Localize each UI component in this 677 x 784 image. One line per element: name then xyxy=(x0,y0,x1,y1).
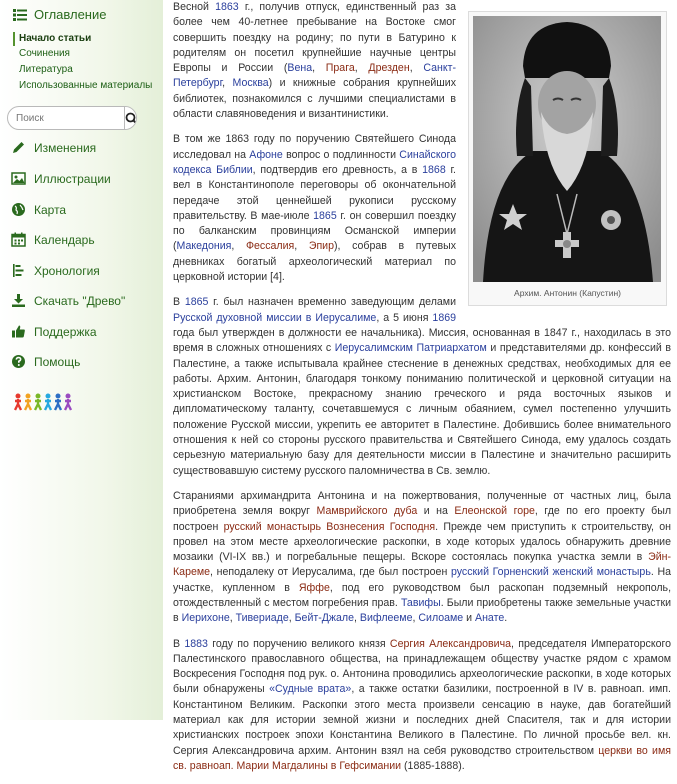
link-bethlehem[interactable]: Вифлееме xyxy=(359,612,413,625)
link-year[interactable]: 1865 xyxy=(313,209,337,222)
toc-header[interactable] xyxy=(13,7,106,22)
nav-changes[interactable] xyxy=(11,140,96,155)
link-vienna[interactable]: Вена xyxy=(287,62,313,75)
link-codex-sinaiticus[interactable]: Синайского кодекса Библии xyxy=(173,148,456,176)
nav-label: Календарь xyxy=(34,232,95,247)
toc-item-start[interactable]: Начало статьи xyxy=(19,33,92,44)
family-logo xyxy=(14,393,74,411)
link-dresden[interactable]: Дрезден xyxy=(368,62,410,75)
nav-download[interactable] xyxy=(11,293,125,308)
link-anata[interactable]: Анате xyxy=(475,612,505,625)
nav-label: Иллюстрации xyxy=(34,171,111,186)
link-ascension-monastery[interactable]: русский монастырь Вознесения Господня xyxy=(223,520,436,533)
nav-label: Карта xyxy=(34,202,67,217)
link-mount-olives[interactable]: Елеонской горе xyxy=(454,505,535,518)
link-moscow[interactable]: Москва xyxy=(232,77,269,90)
paragraph: В 1883 году по поручению великого князя Сергия Александровича, председателя Императорского Палестинского православного общества, на принадлежащем обществу участке рядом с храмом Воскресения Господня под рук. о. Антонина проводились археологические раскопки, в ходе которых были обнаружены «Судные врата», а также остатки базилики, построенной в IV в. равноап. имп. Константином Великим. Раскопки этого места произвели сенсацию в науке, дав богатейший материал как для истории земной жизни и последних дней Спасителя, так и для истории христианских построек эпохи Константина Великого в Палестине. По личной просьбе вел. кн. Сергия Александровича архим. Антонин взял на себя руководство строительством церкви во имя св. равноап. Марии Магдалины в Гефсимании (1885-1888). xyxy=(173,637,672,772)
nav-label: Хронология xyxy=(34,263,100,278)
link-judgment-gate[interactable]: «Судные врата» xyxy=(269,683,352,696)
image-icon xyxy=(11,171,26,186)
link-year[interactable]: 1865 xyxy=(184,296,209,309)
link-sergei-alexandrovich[interactable]: Сергия Александровича xyxy=(389,637,512,650)
paragraph: Весной 1863 г., получив отпуск, единственный раз за более чем 40-летнее пребывание на Востоке смог совершить поездку на родину; по пути в Батурино к родителям он посетил крупнейшие научные центры Европы и России (Вена, Прага, Дрезден, Санкт-Петербург, Москва) и книжные собрания крупнейших библиотек, познакомился с лучшими специалистами в области славяноведения и византинистики. xyxy=(173,1,457,121)
link-macedonia[interactable]: Македония xyxy=(176,240,232,253)
paragraph: Стараниями архимандрита Антонина и на пожертвования, полученные от частных лиц, была приобретена земля вокруг Мамврийского дуба и на Елеонской горе, где по его проекту был построен русский монастырь Вознесения Господня. Прежде чем приступить к строительству, он провел на этом месте археологические раскопки, в ходе которых удалось обнаружить древние мозаики (VI-IX вв.) и погребальные пещеры. Вскоре состоялась покупка участка земли в Эйн-Кареме, неподалеку от Иерусалима, где был построен русский Горненский женский монастырь. На участке, купленном в Яффе, под его руководством был раскопан подземный некрополь, отождествленный с местом погребения прав. Тавифы. Были приобретены также земельные участки в Иерихоне, Тивериаде, Бейт-Джале, Вифлееме, Силоаме и Анате. xyxy=(173,489,672,625)
link-year[interactable]: 1883 xyxy=(184,637,208,650)
link-year[interactable]: 1869 xyxy=(432,311,456,324)
list-icon xyxy=(13,9,27,21)
link-beit-jala[interactable]: Бейт-Джале xyxy=(294,612,354,625)
help-icon xyxy=(11,354,26,369)
link-prague[interactable]: Прага xyxy=(325,62,355,75)
calendar-icon xyxy=(11,232,26,247)
toc-item-works[interactable]: Сочинения xyxy=(19,48,70,59)
toc-item-literature[interactable]: Литература xyxy=(19,64,73,75)
nav-chronology[interactable] xyxy=(11,263,100,278)
nav-map[interactable] xyxy=(11,202,66,217)
portrait-photo[interactable] xyxy=(473,16,661,282)
link-patriarchate[interactable]: Иерусалимским Патриархатом xyxy=(334,342,487,355)
toc-item-sources[interactable]: Использованные материалы xyxy=(19,80,153,91)
nav-label: Поддержка xyxy=(34,324,97,339)
link-jericho[interactable]: Иерихоне xyxy=(181,612,230,625)
link-tabitha[interactable]: Тавифы xyxy=(400,596,441,609)
toc-title: Оглавление xyxy=(34,7,107,22)
nav-label: Помощь xyxy=(34,354,81,369)
paragraph: В 1865 г. был назначен временно заведующим делами Русской духовной миссии в Иерусалиме, а 5 июня 1869 года был утвержден в должности ее начальника). Миссия, основанная в 1847 г., находилась в это время в сложных отношениях с Иерусалимским Патриархатом и представителями др. конфессий в Палестине, а также испытывала крайнее стеснение в денежных средствах, необходимых для ее работы. Архим. Антонин, благодаря тонкому пониманию политической и церковной ситуации на христианском Востоке, прекрасному знанию греческого и ряда восточных языков и дипломатическому таланту, сочетавшемуся с личным обаянием, сумел постепенно улучшить положение Русской миссии, укрепить ее авторитет в Палестине. Добившись более внимательного отношения к ней со стороны русского правительства и Святейшего Синода, ему удалось создать серьезную материальную базу для деятельности миссии в Палестине и значительно расширить существовавшую систему русского паломничества в Св. землю. xyxy=(173,296,671,477)
link-mamre-oak[interactable]: Мамврийского дуба xyxy=(316,505,418,518)
nav-label: Изменения xyxy=(34,140,97,155)
link-mission-jerusalem[interactable]: Русской духовной миссии в Иерусалиме xyxy=(173,311,377,324)
link-gorny-convent[interactable]: русский Горненский женский монастырь xyxy=(450,566,651,579)
timeline-icon xyxy=(11,263,26,278)
pencil-icon xyxy=(11,140,26,155)
link-year[interactable]: 1868 xyxy=(422,163,446,176)
thumbs-up-icon xyxy=(11,324,26,339)
link-thessaly[interactable]: Фессалия xyxy=(245,240,295,253)
download-icon xyxy=(11,293,26,308)
search-icon xyxy=(125,112,137,125)
portrait-figure xyxy=(468,11,667,306)
nav-label: Скачать "Древо" xyxy=(34,293,126,308)
article-content xyxy=(173,0,671,784)
search-button[interactable] xyxy=(124,107,137,129)
link-siloam[interactable]: Силоаме xyxy=(418,612,464,625)
link-athos[interactable]: Афоне xyxy=(249,148,283,161)
nav-calendar[interactable] xyxy=(11,232,95,247)
link-jaffa[interactable]: Яффе xyxy=(298,581,330,594)
paragraph: В том же 1863 году по поручению Святейшего Синода исследовал на Афоне вопрос о подлинности Синайского кодекса Библии, подтвердив его древность, а в 1868 г. вел в Константинополе переговоры об окончательной передаче этой ценнейшей рукописи русскому правительству. В мае-июле 1865 г. он совершил поездку по балканским провинциям Османской империи (Македония, Фессалия, Эпир), собрав в путевых дневниках богатый археологический материал по церковной истории [4]. xyxy=(173,133,457,284)
nav-help[interactable] xyxy=(11,354,80,369)
portrait-caption: Архим. Антонин (Капустин) xyxy=(514,288,621,298)
link-ein-karem[interactable]: Эйн-Кареме xyxy=(173,551,671,579)
link-epirus[interactable]: Эпир xyxy=(308,240,334,253)
active-toc-marker xyxy=(13,32,15,46)
search-input[interactable] xyxy=(8,107,124,129)
nav-illustrations[interactable] xyxy=(11,171,111,186)
link-year[interactable]: 1863 xyxy=(215,1,239,13)
link-tiberias[interactable]: Тивериаде xyxy=(235,612,289,625)
link-magdalene-church[interactable]: церкви во имя св. равноап. Марии Магдалины в Гефсимании xyxy=(173,744,671,772)
nav-support[interactable] xyxy=(11,324,97,339)
sidebar xyxy=(0,0,163,720)
globe-icon xyxy=(11,202,26,217)
link-st-petersburg[interactable]: Санкт-Петербург xyxy=(173,62,457,90)
search-box xyxy=(7,106,137,130)
